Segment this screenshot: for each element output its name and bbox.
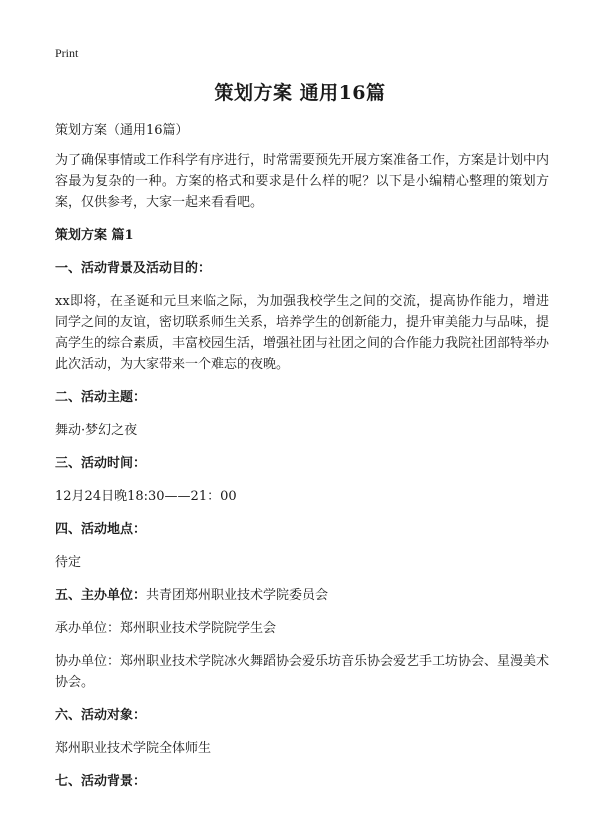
section-text-background-purpose: xx即将，在圣诞和元旦来临之际，为加强我校学生之间的交流，提高协作能力，增进同学之间的友谊，密切联系师生关系，培养学生的创新能力，提升审美能力与品味，提高学生的综合素质，丰富校园生活，增强社团与社团之间的合作能力我院社团部特举办此次活动，为大家带来一个难忘的夜晚。 xyxy=(55,294,550,372)
section-heading-time: 三、活动时间： xyxy=(55,456,147,471)
undertaker-line: 承办单位：郑州职业技术学院院学生会 xyxy=(55,621,277,636)
page-title: 策划方案 通用16篇 xyxy=(214,82,386,104)
section-heading-background-purpose: 一、活动背景及活动目的： xyxy=(55,261,212,276)
section-text-location: 待定 xyxy=(55,555,82,570)
document-subtitle: 策划方案（通用16篇） xyxy=(55,123,189,138)
chapter-heading: 策划方案 篇1 xyxy=(55,228,134,243)
co-organizer-line: 协办单位：郑州职业技术学院冰火舞蹈协会爱乐坊音乐协会爱艺手工坊协会、星漫美术协会。 xyxy=(55,654,550,690)
organizer-line xyxy=(55,585,549,606)
section-text-audience: 郑州职业技术学院全体师生 xyxy=(55,741,212,756)
section-heading-location: 四、活动地点： xyxy=(55,522,147,537)
section-text-time: 12月24日晚18:30——21：00 xyxy=(55,489,237,504)
section-heading-background: 七、活动背景： xyxy=(55,774,147,789)
document-body xyxy=(55,120,549,804)
section-heading-theme: 二、活动主题： xyxy=(55,390,147,405)
print-label[interactable]: Print xyxy=(55,46,79,60)
section-heading-organizer: 五、主办单位： xyxy=(55,588,147,603)
section-heading-audience: 六、活动对象： xyxy=(55,708,147,723)
section-text-theme: 舞动·梦幻之夜 xyxy=(55,423,138,438)
intro-paragraph: 为了确保事情或工作科学有序进行，时常需要预先开展方案准备工作，方案是计划中内容最为复杂的一种。方案的格式和要求是什么样的呢？以下是小编精心整理的策划方案，仅供参考，大家一起来看看吧。 xyxy=(55,153,550,210)
section-text-organizer: 共青团郑州职业技术学院委员会 xyxy=(146,588,329,603)
